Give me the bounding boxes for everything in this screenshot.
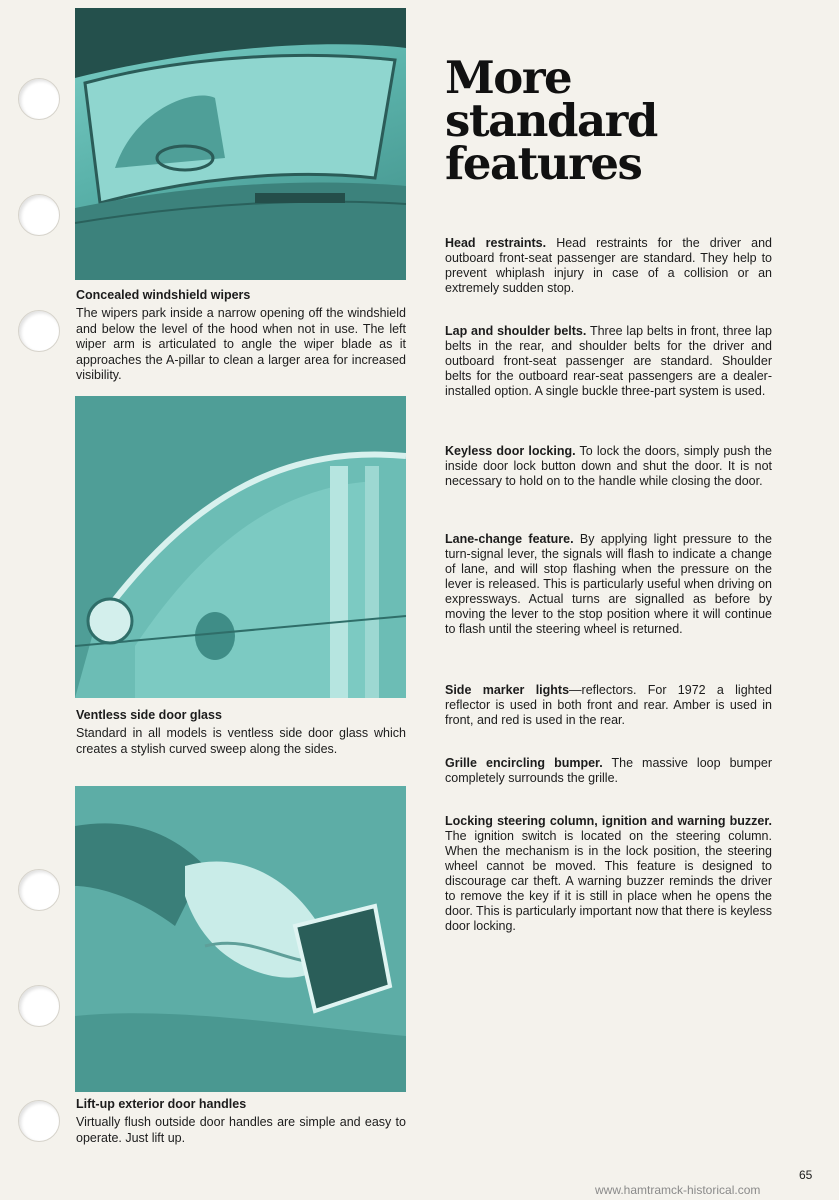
feature-title: Locking steering column, ignition and warning buzzer.	[445, 814, 772, 828]
caption-body-door-glass: Standard in all models is ventless side door glass which creates a stylish curved sweep along the sides.	[76, 726, 406, 756]
feature-locking-steering-column	[445, 814, 772, 934]
heading-line-1: More	[445, 51, 572, 104]
feature-keyless-door-locking	[445, 444, 772, 489]
photo-ventless-door-glass	[75, 396, 406, 698]
watermark: www.hamtramck-historical.com	[595, 1183, 761, 1197]
heading-line-3: features	[445, 137, 642, 190]
feature-side-marker-lights	[445, 683, 772, 728]
binder-hole-2	[18, 194, 60, 236]
caption-title-wipers: Concealed windshield wipers	[76, 288, 251, 302]
caption-title-door-handles: Lift-up exterior door handles	[76, 1097, 247, 1111]
page-heading	[445, 51, 657, 190]
heading-line-2: standard	[445, 94, 657, 147]
feature-lap-shoulder-belts	[445, 324, 772, 399]
feature-text: Head restraints for the driver and outboard front-seat passenger are standard. They help to prevent whiplash injury in case of a collision or an extremely sudden stop.	[445, 236, 773, 295]
feature-text: To lock the doors, simply push the inside door lock button down and shut the door. It is not necessary to hold on to the handle while closing the door.	[445, 444, 772, 488]
binder-hole-3	[18, 310, 60, 352]
binder-hole-6	[18, 1100, 60, 1142]
photo-door-handles	[75, 786, 406, 1092]
page-number: 65	[799, 1168, 813, 1182]
feature-grille-bumper	[445, 756, 772, 786]
binder-hole-1	[18, 78, 60, 120]
feature-text: By applying light pressure to the turn-signal lever, the signals will flash to indicate a change of lane, and will stop flashing when the pressure on the lever is released. This is particularly useful when driving on expressways. Actual turns are signalled as before by moving the lever to the stop position where it will continue to flash until the steering wheel is returned.	[445, 532, 772, 636]
photo-windshield-wipers	[75, 8, 406, 280]
feature-lane-change	[445, 532, 772, 637]
feature-title: Lane-change feature.	[445, 532, 574, 546]
feature-text: The ignition switch is located on the steering column. When the mechanism is in the lock position, the steering wheel cannot be moved. This feature is designed to discourage car theft. A warning buzzer reminds the driver to remove the key if it is still in place when he opens the door. This is particularly important now that there is keyless door locking.	[445, 829, 772, 933]
binder-hole-5	[18, 985, 60, 1027]
feature-text: Three lap belts in front, three lap belts in the rear, and shoulder belts for the driver and outboard front-seat passenger are standard. Shoulder belts for the outboard rear-seat passengers are a dealer-installed option. A single buckle three-part system is used.	[445, 324, 772, 398]
feature-title: Lap and shoulder belts.	[445, 324, 587, 338]
binder-hole-4	[18, 869, 60, 911]
caption-body-wipers: The wipers park inside a narrow opening off the windshield and below the level of the hood when not in use. The left wiper arm is articulated to angle the wiper blade as it approaches the A-pillar to clean a larger area for increased visibility.	[76, 306, 406, 382]
feature-title: Head restraints.	[445, 236, 547, 250]
caption-body-door-handles: Virtually flush outside door handles are simple and easy to operate. Just lift up.	[76, 1115, 406, 1145]
caption-title-door-glass: Ventless side door glass	[76, 708, 222, 722]
feature-text: —reflectors. For 1972 a lighted reflector is used in both front and rear. Amber is used in front, and red is used in the rear.	[445, 683, 772, 727]
feature-text: The massive loop bumper completely surrounds the grille.	[445, 756, 772, 785]
feature-head-restraints	[445, 236, 772, 296]
feature-title: Keyless door locking.	[445, 444, 576, 458]
feature-title: Side marker lights	[445, 683, 570, 697]
feature-title: Grille encircling bumper.	[445, 756, 603, 770]
